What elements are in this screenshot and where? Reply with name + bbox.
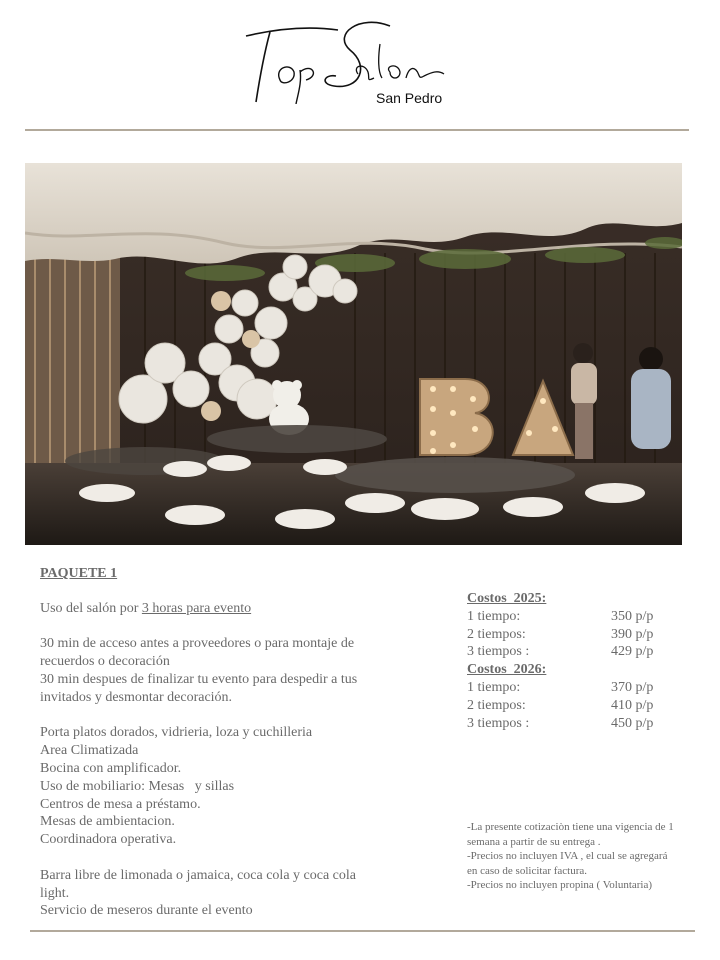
bar-line: Servicio de meseros durante el evento [40, 903, 253, 919]
include-item: Centros de mesa a préstamo. [40, 796, 201, 812]
event-hall-photo [25, 163, 682, 545]
top-divider [25, 129, 689, 131]
cost-row [467, 626, 702, 644]
cost-price: 410 p/p [611, 697, 654, 713]
cost-price: 350 p/p [611, 608, 654, 624]
costs-panel [467, 590, 702, 732]
cost-row [467, 643, 702, 661]
cost-price: 450 p/p [611, 715, 654, 731]
cost-row [467, 715, 702, 733]
note-line: semana a partir de su entrega . [467, 835, 601, 848]
package-title: PAQUETE 1 [40, 566, 118, 581]
usage-hours: 3 horas para evento [141, 600, 252, 616]
access-line: 30 min de acceso antes a proveedores o para montaje de [40, 636, 355, 652]
terms-notes [467, 820, 702, 893]
bar-line: Barra libre de limonada o jamaica, coca cola y coca cola [40, 867, 356, 883]
note-line: en caso de solicitar factura. [467, 864, 588, 877]
cost-label: 3 tiempos : [467, 644, 530, 660]
include-item: Uso de mobiliario: Mesas y sillas [40, 778, 235, 794]
usage-line [40, 600, 400, 618]
note-line: -Precios no incluyen propina ( Voluntaria) [467, 879, 653, 891]
cost-label: 1 tiempo: [467, 608, 521, 624]
package-details [40, 565, 400, 920]
costs-2026-title: Costos 2026: [467, 662, 547, 678]
cost-price: 370 p/p [611, 679, 654, 695]
include-item: Mesas de ambientacion. [40, 814, 175, 830]
note-line: -Precios no incluyen IVA , el cual se agregará [467, 850, 668, 862]
bottom-divider [30, 930, 695, 932]
include-item: Porta platos dorados, vidrieria, loza y cuchilleria [40, 725, 313, 741]
access-line: recuerdos o decoración [40, 654, 170, 670]
usage-prefix: Uso del salón por [40, 600, 142, 616]
cost-label: 3 tiempos : [467, 715, 530, 731]
cost-row [467, 697, 702, 715]
access-line: invitados y desmontar decoración. [40, 689, 233, 705]
cost-label: 2 tiempos: [467, 697, 526, 713]
include-item: Coordinadora operativa. [40, 832, 177, 848]
brand-logo [240, 10, 460, 110]
bar-line: light. [40, 885, 70, 901]
logo-subtitle: San Pedro [376, 90, 443, 106]
cost-price: 429 p/p [611, 644, 654, 660]
costs-2025-title: Costos 2025: [467, 591, 547, 606]
cost-label: 2 tiempos: [467, 626, 526, 642]
include-item: Area Climatizada [40, 743, 139, 759]
include-item: Bocina con amplificador. [40, 760, 182, 776]
cost-price: 390 p/p [611, 626, 654, 642]
access-line: 30 min despues de finalizar tu evento para despedir a tus [40, 671, 358, 687]
note-line: -La presente cotizaciòn tiene una vigencia de 1 [467, 821, 674, 833]
cost-row [467, 679, 702, 697]
cost-row [467, 608, 702, 626]
cost-label: 1 tiempo: [467, 679, 521, 695]
